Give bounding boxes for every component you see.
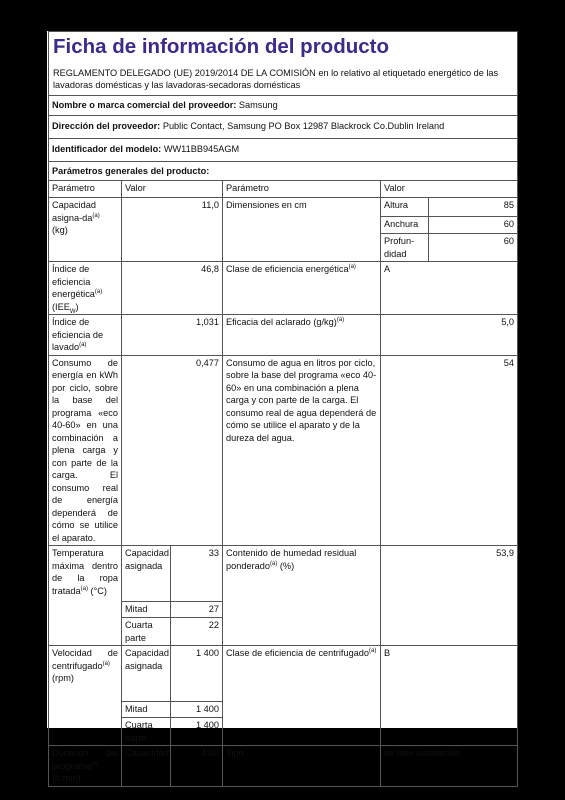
moisture-value: 53,9 <box>381 546 518 646</box>
depth-value: 60 <box>429 234 518 262</box>
energy-class-label: Clase de eficiencia energética$^{(a)}$ <box>223 262 381 315</box>
regulation-text: REGLAMENTO DELEGADO (UE) 2019/2014 DE LA COMISIÓN en lo relativo al etiquetado energético de las lavadoras domésticas y las lavadoras-secadoras domésticas <box>53 67 499 90</box>
spin-class-value: B <box>381 646 518 746</box>
header-param-right: Parámetro <box>223 181 381 198</box>
spin-class-label: Clase de eficiencia de centrifugado$^{(a)}$ <box>223 646 381 746</box>
washing-index-label: Índice de eficiencia de lavado$^{(a)}$ <box>49 315 122 356</box>
duration-rated-label: Capacidad <box>122 746 171 787</box>
eei-value: 46,8 <box>122 262 223 315</box>
address-row <box>49 116 518 139</box>
spin-quarter-value: 1 400 <box>171 718 223 746</box>
height-value: 85 <box>429 198 518 217</box>
capacity-label: Capacidad asigna-$da^{(a)}$ (kg) <box>49 198 122 262</box>
info-table <box>48 31 518 787</box>
duration-label: Duración del programa$^{(a)}$ (h:min) <box>49 746 122 787</box>
header-value-left: Valor <box>122 181 223 198</box>
spin-half-value: 1 400 <box>171 702 223 718</box>
temperature-quarter-value: 22 <box>171 618 223 646</box>
spin-rated-value: 1 400 <box>171 646 223 702</box>
address-label: Dirección del proveedor: <box>52 121 161 131</box>
supplier-value: Samsung <box>238 100 278 110</box>
eei-label: Índice de eficiencia energética$^{(a)}$ $(IEE_W)$ <box>49 262 122 315</box>
temperature-rated-label: Capacidad asignada <box>122 546 171 602</box>
temperature-quarter-label: Cuarta parte <box>122 618 171 646</box>
spin-quarter-label: Cuarta parte <box>122 718 171 746</box>
supplier-row <box>49 96 518 116</box>
temperature-rated-value: 33 <box>171 546 223 602</box>
spin-half-label: Mitad <box>122 702 171 718</box>
page-title: Ficha de información del producto <box>53 35 389 58</box>
temperature-half-value: 27 <box>171 602 223 618</box>
energy-class-value: A <box>381 262 518 315</box>
width-value: 60 <box>429 217 518 234</box>
temperature-half-label: Mitad <box>122 602 171 618</box>
model-value: WW11BB945AGM <box>163 144 240 154</box>
moisture-label: Contenido de humedad residual ponderado$^{(a)}$ (%) <box>223 546 381 646</box>
washing-index-value: 1,031 <box>122 315 223 356</box>
model-label: Identificador del modelo: <box>52 144 162 154</box>
dimensions-label: Dimensiones en cm <box>223 198 381 262</box>
duration-rated-value: 4:00 <box>171 746 223 787</box>
height-label: Altura <box>381 198 429 217</box>
water-consumption-label: Consumo de agua en litros por ciclo, sobre la base del programa «eco 40-60» en una combinación a plena carga y con parte de la carga. El consumo real de agua dependerá de cómo se utilice el aparato y de la dureza del agua. <box>223 355 381 546</box>
energy-consumption-label: Consumo de energía en kWh por ciclo, sobre la base del programa «eco 40-60» en una combinación a plena carga y con parte de la carga. El consumo real de energía dependerá de cómo se utilice el aparato. <box>49 355 122 546</box>
type-label: Tipo <box>223 746 381 787</box>
type-value: de libre instalación <box>381 746 518 787</box>
header-value-right: Valor <box>381 181 518 198</box>
energy-consumption-value: 0,477 <box>122 355 223 546</box>
width-label: Anchura <box>381 217 429 234</box>
water-consumption-value: 54 <box>381 355 518 546</box>
rinsing-label: Eficacia del aclarado $(g/kg)^{(a)}$ <box>223 315 381 356</box>
spin-rated-label: Capacidad asignada <box>122 646 171 702</box>
general-params-heading: Parámetros generales del producto: <box>49 162 518 181</box>
capacity-value: 11,0 <box>122 198 223 262</box>
rinsing-value: 5,0 <box>381 315 518 356</box>
address-value: Public Contact, Samsung PO Box 12987 Blackrock Co.Dublin Ireland <box>162 121 445 131</box>
model-row <box>49 139 518 162</box>
header-param-left: Parámetro <box>49 181 122 198</box>
temperature-label: Temperatura máxima dentro de la ropa tratada$^{(a)}$ (°C) <box>49 546 122 646</box>
supplier-label: Nombre o marca comercial del proveedor: <box>52 100 237 110</box>
product-information-sheet <box>47 31 518 783</box>
spin-speed-label: Velocidad de centrifugado$^{(a)}$ (rpm) <box>49 646 122 746</box>
depth-label: Profun-didad <box>381 234 429 262</box>
